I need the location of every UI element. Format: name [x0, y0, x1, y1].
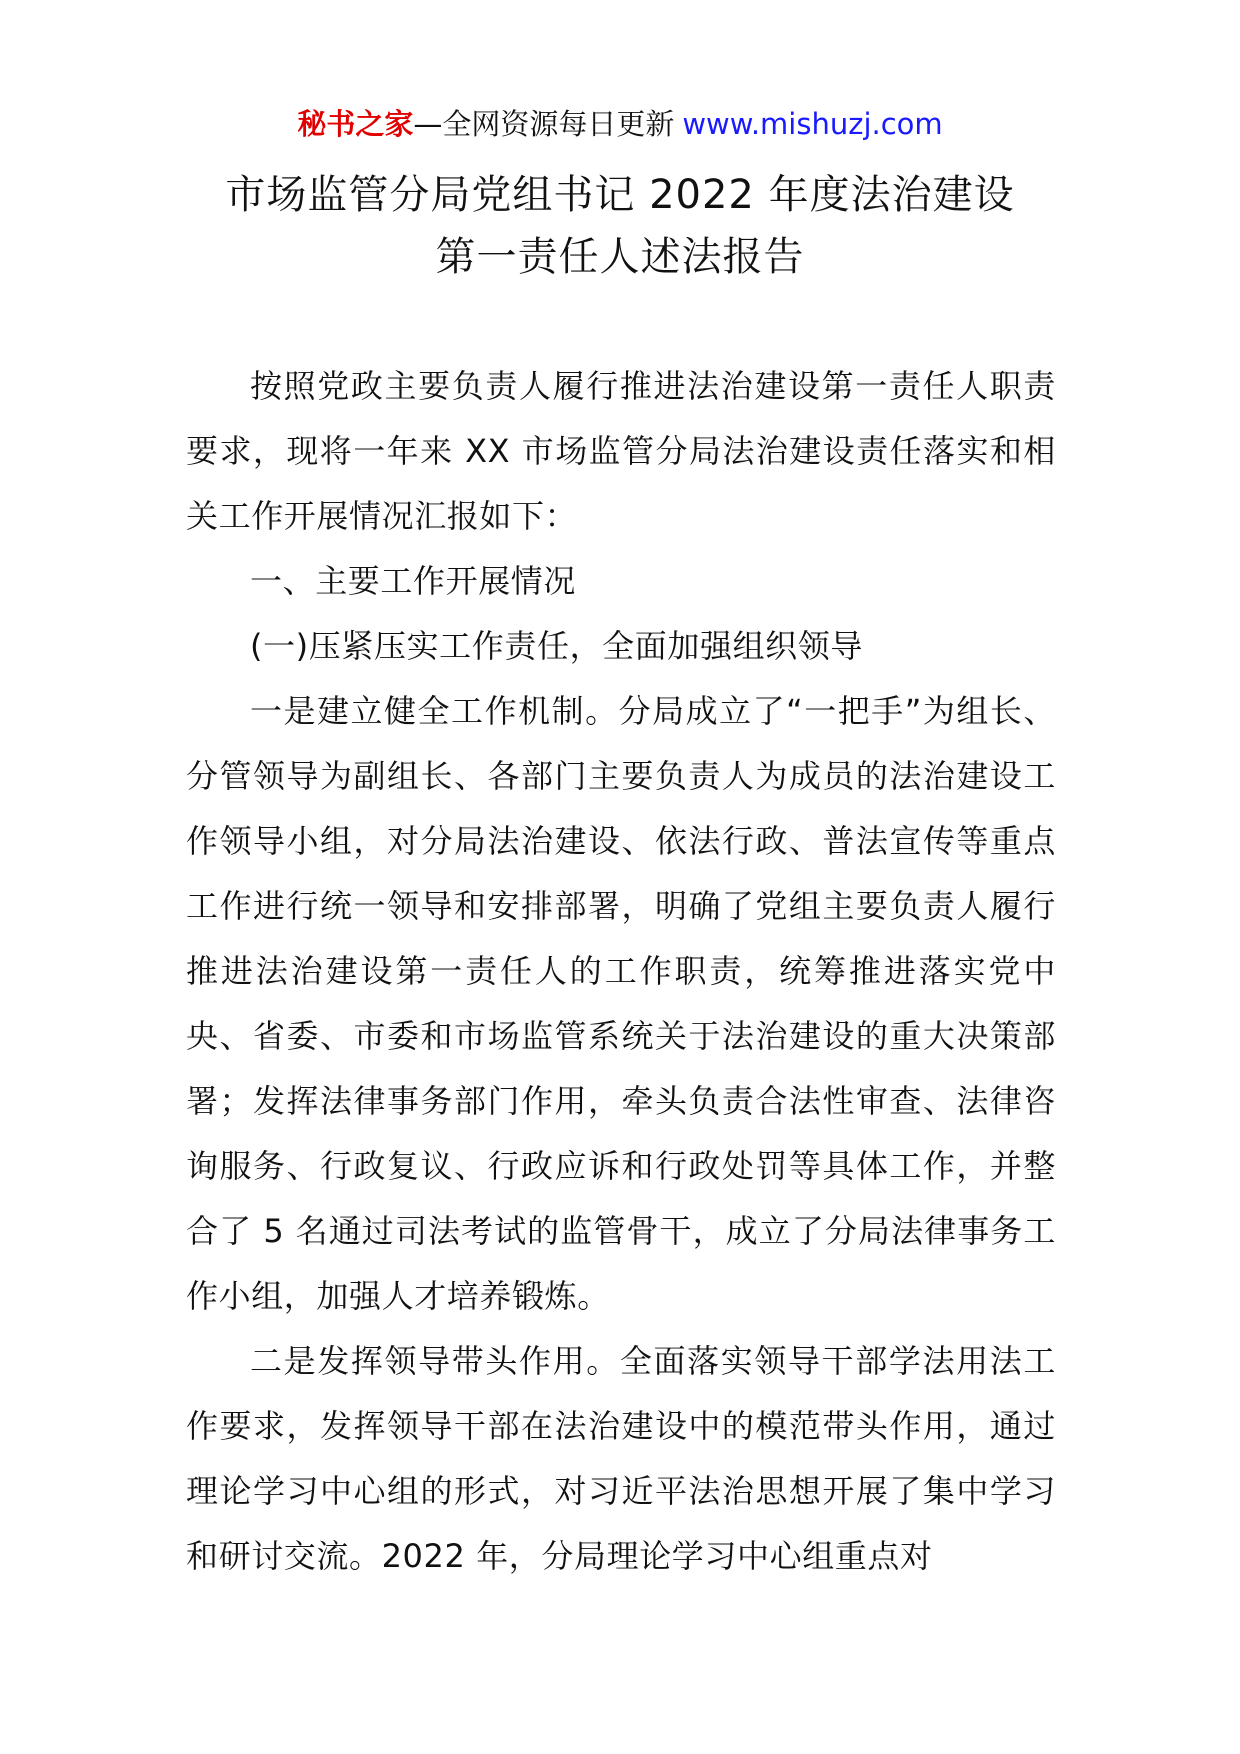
header-tagline: —全网资源每日更新 [413, 107, 675, 141]
site-url-link[interactable]: www.mishuzj.com [682, 107, 943, 141]
subsection-heading: (一)压紧压实工作责任，全面加强组织领导 [250, 627, 863, 665]
body-paragraph: 一是建立健全工作机制。分局成立了“一把手”为组长、分管领导为副组长、各部门主要负责人为成员的法治建设工作领导小组，对分局法治建设、依法行政、普法宣传等重点工作进行统一领导和安排部署，明确了党组主要负责人履行推进法治建设第一责任人的工作职责，统筹推进落实党中央、省委、市委和市场监管系统关于法治建设的重大决策部署；发挥法律事务部门作用，牵头负责合法性审查、法律咨询服务、行政复议、行政应诉和行政处罚等具体工作，并整合了 5 名通过司法考试的监管骨干，成立了分局法律事务工作小组，加强人才培养锻炼。 [186, 692, 1056, 1315]
section-heading: 一、主要工作开展情况 [250, 562, 577, 600]
site-header [0, 104, 1240, 144]
document-title [150, 164, 1090, 288]
intro-paragraph: 按照党政主要负责人履行推进法治建设第一责任人职责要求，现将一年来 XX 市场监管分局法治建设责任落实和相关工作开展情况汇报如下： [186, 367, 1056, 535]
title-line-2: 第一责任人述法报告 [435, 234, 805, 280]
brand-name: 秘书之家 [297, 107, 414, 141]
document-body [186, 354, 1056, 1589]
title-line-1: 市场监管分局党组书记 2022 年度法治建设 [225, 172, 1015, 218]
body-paragraph: 二是发挥领导带头作用。全面落实领导干部学法用法工作要求，发挥领导干部在法治建设中的模范带头作用，通过理论学习中心组的形式，对习近平法治思想开展了集中学习和研讨交流。2022 年，分局理论学习中心组重点对 [186, 1342, 1056, 1575]
